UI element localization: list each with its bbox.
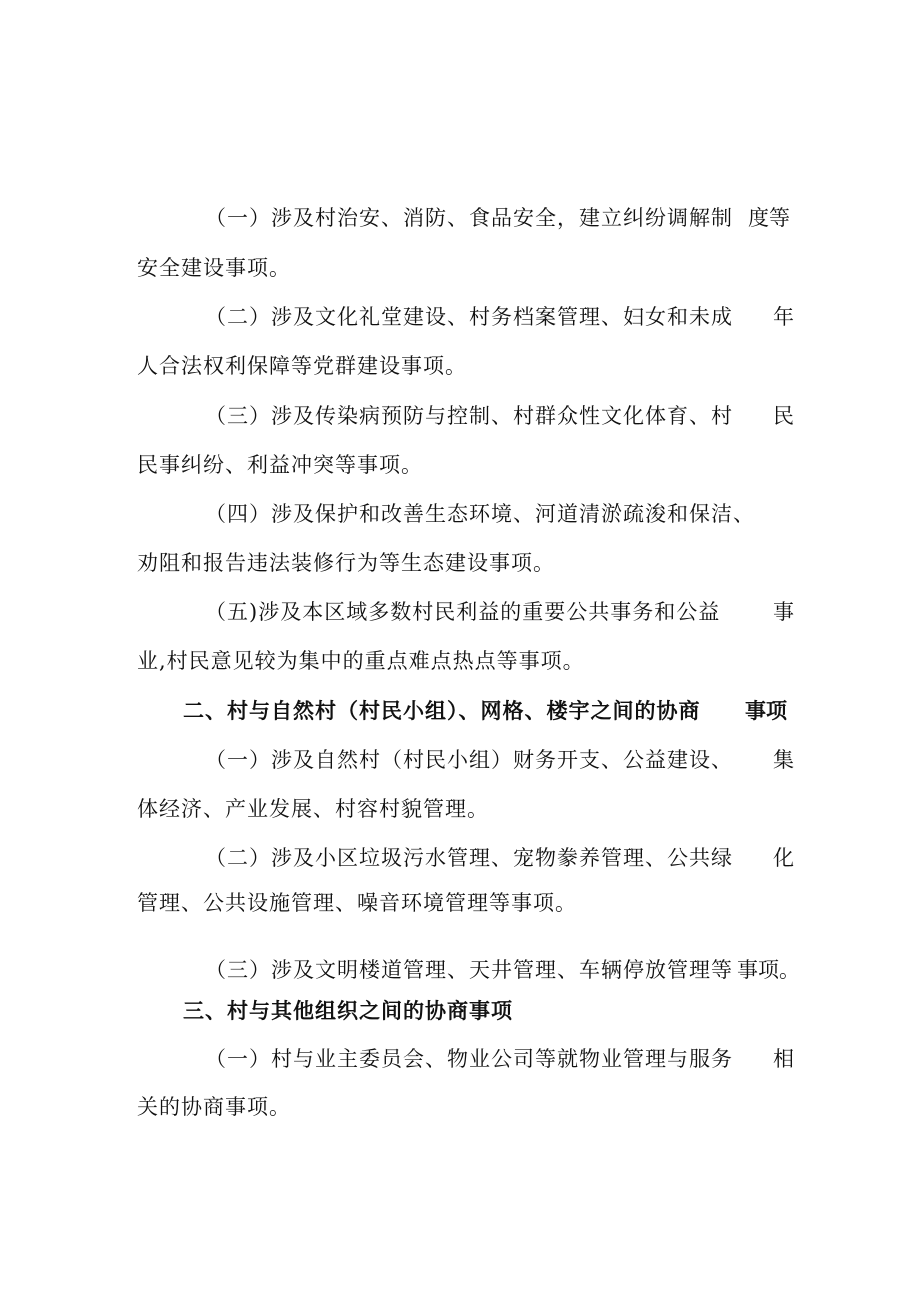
paragraph-1-line-1: [205, 203, 920, 233]
text: 劝阻和报告违法装修行为等生态建设事项。: [137, 551, 555, 575]
section-2-heading-tail: 事项: [745, 699, 787, 723]
text: （四）涉及保护和改善生态环境、河道清淤疏浚和保洁、: [205, 502, 755, 526]
text: 安全建设事项。: [137, 256, 291, 280]
text: 管理、公共设施管理、噪音环境管理等事项。: [137, 891, 577, 915]
text: （一）村与业主委员会、物业公司等就物业管理与服务: [205, 1047, 733, 1071]
paragraph-4-line-1: [205, 499, 920, 529]
paragraph-7-line-1: [205, 843, 920, 873]
paragraph-8-line-1: [205, 955, 920, 985]
text: 体经济、产业发展、村容村貌管理。: [137, 797, 489, 821]
text: （一）涉及村治安、消防、食品安全，建立纠纷调解制: [205, 206, 733, 230]
paragraph-1-line-1-tail: 度等: [748, 206, 790, 230]
paragraph-7-line-1-tail: 化: [773, 846, 794, 870]
paragraph-2-line-1: [205, 302, 920, 332]
paragraph-7-line-2: [137, 888, 920, 918]
paragraph-4-line-2: [137, 548, 920, 578]
text: （二）涉及小区垃圾污水管理、宠物豢养管理、公共绿: [205, 846, 733, 870]
text: 业,村民意见较为集中的重点难点热点等事项。: [137, 649, 585, 673]
text: 人合法权利保障等党群建设事项。: [137, 354, 467, 378]
paragraph-6-line-2: [137, 794, 920, 824]
paragraph-3-line-1-tail: 民: [773, 404, 794, 428]
paragraph-2-line-2: [137, 351, 920, 381]
paragraph-9-line-1: [205, 1044, 920, 1074]
paragraph-9-line-1-tail: 相: [773, 1047, 794, 1071]
text: （一）涉及自然村（村民小组）财务开支、公益建设、: [205, 748, 733, 772]
paragraph-9-line-2: [137, 1092, 920, 1122]
paragraph-5-line-2: [137, 646, 920, 676]
text: 关的协商事项。: [137, 1095, 291, 1119]
paragraph-5-line-1-tail: 事: [773, 600, 794, 624]
paragraph-8-line-1-tail: 事项。: [737, 958, 800, 982]
paragraph-6-line-1: [205, 745, 920, 775]
paragraph-2-line-1-tail: 年: [773, 305, 794, 329]
heading-text: 三、村与其他组织之间的协商事项: [183, 999, 513, 1023]
text: （三）涉及传染病预防与控制、村群众性文化体育、村: [205, 404, 733, 428]
paragraph-6-line-1-tail: 集: [773, 748, 794, 772]
section-3-heading: [183, 996, 920, 1026]
text: 民事纠纷、利益冲突等事项。: [137, 453, 423, 477]
text: （五)涉及本区域多数村民利益的重要公共事务和公益: [205, 600, 721, 624]
heading-text: 二、村与自然村（村民小组）、网格、楼宇之间的协商: [183, 699, 701, 723]
paragraph-3-line-1: [205, 401, 920, 431]
text: （二）涉及文化礼堂建设、村务档案管理、妇女和未成: [205, 305, 733, 329]
section-2-heading: [183, 696, 920, 726]
paragraph-3-line-2: [137, 450, 920, 480]
paragraph-1-line-2: [137, 253, 920, 283]
text: （三）涉及文明楼道管理、天井管理、车辆停放管理等: [205, 958, 733, 982]
paragraph-5-line-1: [205, 597, 920, 627]
